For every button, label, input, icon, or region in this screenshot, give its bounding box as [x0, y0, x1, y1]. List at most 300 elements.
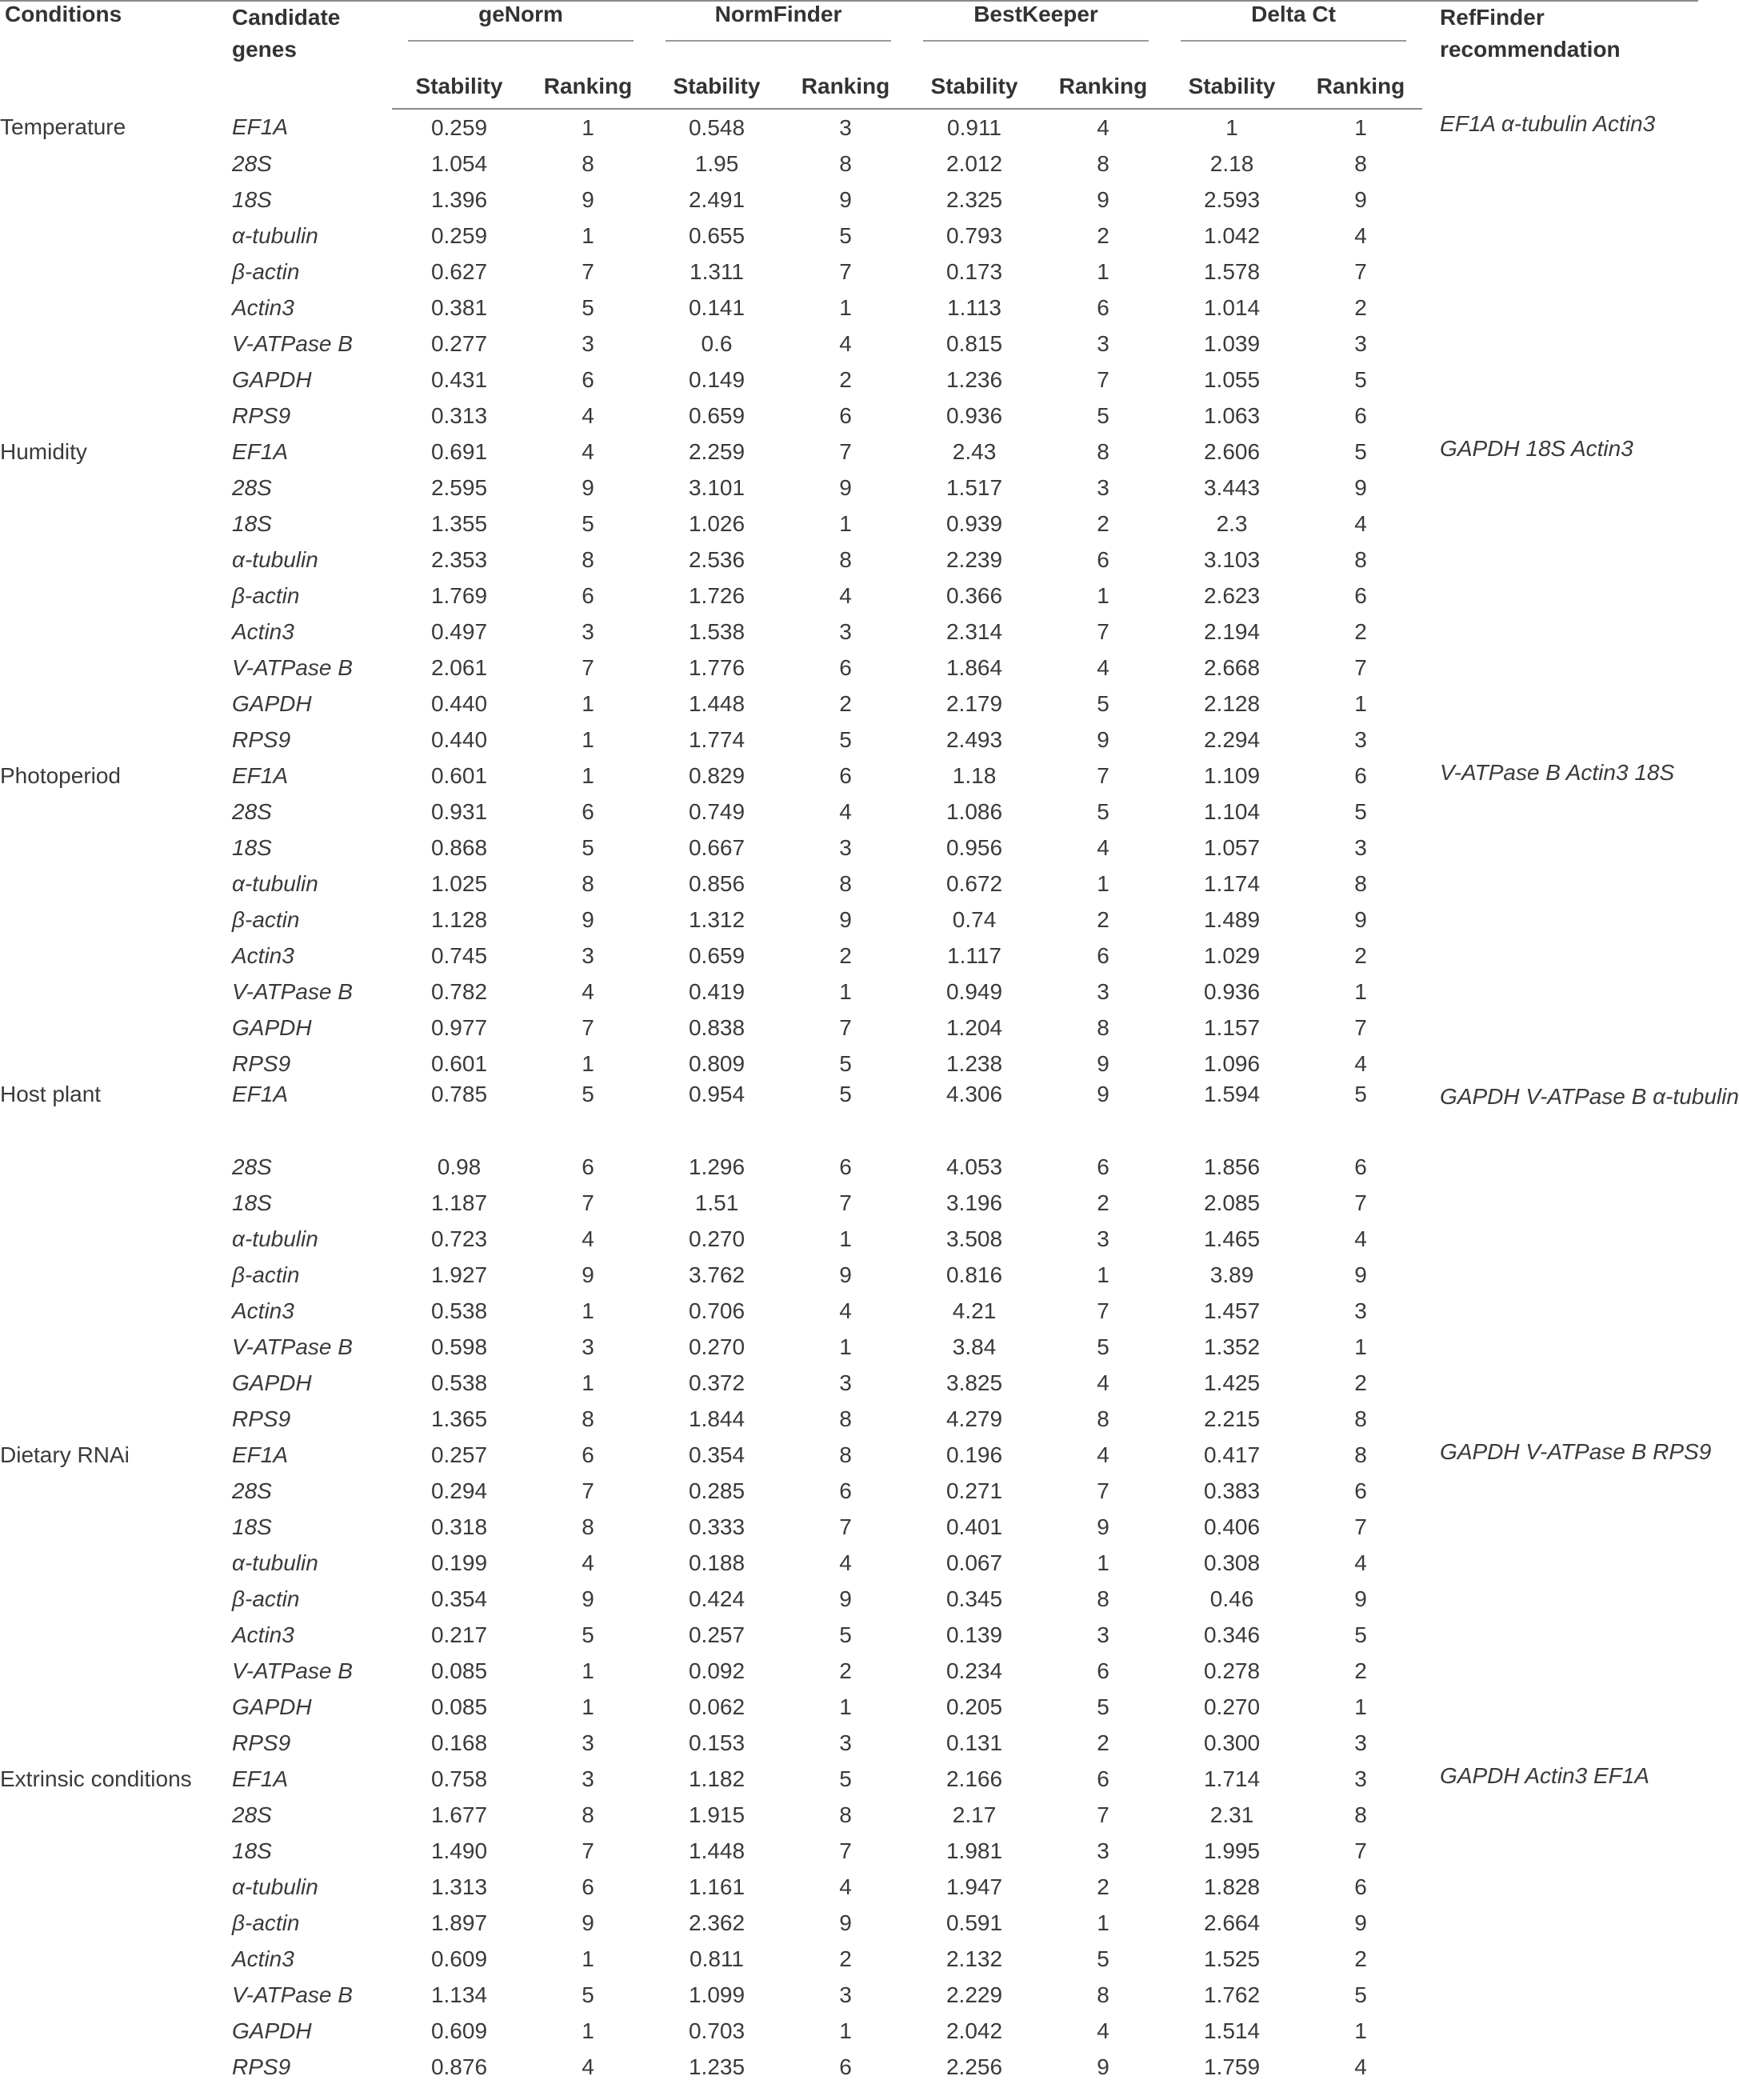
condition-cell: [0, 1581, 232, 1617]
deltact-stability-cell: 2.31: [1209, 1802, 1254, 1827]
bestkeeper-stability-cell: 4.279: [945, 1406, 1003, 1431]
normfinder-stability-cell: 1.776: [688, 654, 746, 680]
gene-cell: 18S: [232, 1838, 272, 1863]
genorm-ranking-cell: 8: [582, 870, 594, 896]
normfinder-stability-cell: 1.448: [688, 690, 746, 716]
table-row: [0, 326, 1698, 362]
bestkeeper-stability-cell: 0.234: [945, 1658, 1003, 1683]
genorm-stability-cell: 0.497: [430, 618, 488, 644]
normfinder-stability-cell: 1.235: [688, 2054, 746, 2079]
recommendation-cell: [1422, 1905, 1698, 1941]
genorm-stability-cell: 1.490: [430, 1838, 488, 1863]
bestkeeper-stability-cell: 0.74: [952, 906, 997, 932]
deltact-stability-cell: 2.623: [1203, 582, 1261, 608]
bestkeeper-stability-cell: 0.196: [945, 1442, 1003, 1467]
normfinder-ranking-cell: 3: [839, 114, 852, 140]
genorm-stability-cell: 1.365: [430, 1406, 488, 1431]
gene-cell: β-actin: [232, 1586, 300, 1611]
deltact-ranking-cell: 7: [1354, 654, 1367, 680]
deltact-ranking-cell: 4: [1354, 1050, 1367, 1076]
deltact-ranking-cell: 5: [1354, 1622, 1367, 1647]
bestkeeper-ranking-cell: 9: [1097, 726, 1109, 752]
genorm-ranking-cell: 5: [582, 510, 594, 536]
genorm-stability-cell: 0.168: [430, 1730, 488, 1755]
condition-cell: [0, 290, 232, 326]
normfinder-stability-cell: 0.372: [688, 1370, 746, 1395]
deltact-stability-cell: 1.029: [1203, 942, 1261, 968]
bestkeeper-stability-cell: 4.306: [945, 1082, 1003, 1106]
condition-cell: [0, 1293, 232, 1329]
deltact-ranking-cell: 5: [1354, 366, 1367, 392]
deltact-stability-cell: 1.063: [1203, 402, 1261, 428]
deltact-ranking-cell: 7: [1354, 1838, 1367, 1863]
deltact-stability-cell: 0.383: [1203, 1478, 1261, 1503]
bestkeeper-ranking-cell: 4: [1097, 114, 1109, 140]
gene-cell: α-tubulin: [232, 1874, 318, 1899]
normfinder-ranking-cell: 9: [839, 1586, 852, 1611]
deltact-stability-cell: 2.085: [1203, 1190, 1261, 1215]
genorm-ranking-cell: 6: [582, 798, 594, 824]
gene-cell: V-ATPase B: [232, 1658, 353, 1683]
deltact-stability-cell: 1.104: [1203, 798, 1261, 824]
condition-cell: [0, 1365, 232, 1401]
table-row: [0, 1869, 1698, 1905]
genorm-ranking-cell: 5: [582, 294, 594, 320]
gene-cell: α-tubulin: [232, 870, 318, 896]
table-row: [0, 1761, 1698, 1797]
bestkeeper-stability-cell: 0.067: [945, 1550, 1003, 1575]
normfinder-stability-cell: 0.655: [688, 222, 746, 248]
gene-cell: 28S: [232, 150, 272, 176]
genorm-ranking-cell: 3: [582, 1766, 594, 1791]
bestkeeper-stability-cell: 0.366: [945, 582, 1003, 608]
genorm-ranking-cell: 1: [582, 726, 594, 752]
condition-cell: [0, 1653, 232, 1689]
gene-cell: GAPDH: [232, 1370, 312, 1395]
genorm-stability-cell: 0.259: [430, 222, 488, 248]
normfinder-stability-cell: 0.667: [688, 834, 746, 860]
bestkeeper-ranking-cell: 2: [1097, 1730, 1109, 1755]
gene-cell: RPS9: [232, 1406, 291, 1431]
condition-cell: [0, 686, 232, 722]
genorm-stability-cell: 0.381: [430, 294, 488, 320]
recommendation-cell: [1422, 1689, 1698, 1725]
gene-cell: RPS9: [232, 1730, 291, 1755]
table-row: [0, 434, 1698, 470]
deltact-ranking-cell: 3: [1354, 726, 1367, 752]
normfinder-stability-cell: 0.188: [688, 1550, 746, 1575]
normfinder-ranking-cell: 9: [839, 1262, 852, 1287]
recommendation-cell: [1422, 1653, 1698, 1689]
genorm-stability-cell: 1.897: [430, 1910, 488, 1935]
condition-cell: [0, 1869, 232, 1905]
gene-cell: 28S: [232, 474, 272, 500]
normfinder-ranking-cell: 3: [839, 618, 852, 644]
genorm-stability-cell: 0.868: [430, 834, 488, 860]
genorm-stability-cell: 0.259: [430, 114, 488, 140]
bestkeeper-stability-cell: 0.936: [945, 402, 1003, 428]
normfinder-stability-cell: 1.538: [688, 618, 746, 644]
genorm-ranking-cell: 9: [582, 1586, 594, 1611]
normfinder-stability-cell: 0.954: [688, 1082, 746, 1106]
bestkeeper-stability-cell: 0.956: [945, 834, 1003, 860]
recommendation-cell: [1422, 794, 1698, 830]
genorm-ranking-cell: 7: [582, 654, 594, 680]
gene-cell: RPS9: [232, 726, 291, 752]
bestkeeper-stability-cell: 2.012: [945, 150, 1003, 176]
deltact-ranking-cell: 2: [1354, 942, 1367, 968]
recommendation-cell: [1422, 1010, 1698, 1046]
table-row: [0, 1833, 1698, 1869]
gene-cell: 18S: [232, 1190, 272, 1215]
deltact-stability-cell: 1.014: [1203, 294, 1261, 320]
genorm-ranking-cell: 7: [582, 1014, 594, 1040]
normfinder-stability-cell: 1.182: [688, 1766, 746, 1791]
recommendation-cell: V-ATPase B Actin3 18S: [1440, 760, 1675, 785]
normfinder-ranking-cell: 8: [839, 870, 852, 896]
bestkeeper-ranking-cell: 8: [1097, 438, 1109, 464]
normfinder-ranking-cell: 4: [839, 582, 852, 608]
genorm-stability-cell: 2.061: [430, 654, 488, 680]
gene-cell: β-actin: [232, 1262, 300, 1287]
header-conditions: Conditions: [5, 2, 122, 26]
bestkeeper-ranking-cell: 6: [1097, 546, 1109, 572]
normfinder-stability-cell: 0.424: [688, 1586, 746, 1611]
gene-cell: GAPDH: [232, 366, 312, 392]
bestkeeper-ranking-cell: 7: [1097, 1478, 1109, 1503]
condition-cell: [0, 1797, 232, 1833]
condition-cell: [0, 830, 232, 866]
normfinder-stability-cell: 0.270: [688, 1334, 746, 1359]
normfinder-ranking-cell: 6: [839, 1478, 852, 1503]
normfinder-stability-cell: 0.829: [688, 762, 746, 788]
deltact-stability-cell: 1.514: [1203, 2018, 1261, 2043]
normfinder-stability-cell: 0.703: [688, 2018, 746, 2043]
deltact-stability-cell: 2.128: [1203, 690, 1261, 716]
normfinder-ranking-cell: 1: [839, 1226, 852, 1251]
normfinder-stability-cell: 0.092: [688, 1658, 746, 1683]
gene-cell: EF1A: [232, 438, 289, 464]
normfinder-ranking-cell: 2: [839, 366, 852, 392]
genorm-ranking-cell: 6: [582, 1154, 594, 1179]
normfinder-stability-cell: 1.099: [688, 1982, 746, 2007]
normfinder-ranking-cell: 8: [839, 1442, 852, 1467]
genorm-stability-cell: 2.353: [430, 546, 488, 572]
normfinder-stability-cell: 0.354: [688, 1442, 746, 1467]
bestkeeper-stability-cell: 3.825: [945, 1370, 1003, 1395]
normfinder-stability-cell: 1.726: [688, 582, 746, 608]
genorm-stability-cell: 1.769: [430, 582, 488, 608]
bestkeeper-stability-cell: 2.179: [945, 690, 1003, 716]
condition-cell: [0, 1185, 232, 1221]
condition-cell: [0, 506, 232, 542]
bestkeeper-stability-cell: 0.672: [945, 870, 1003, 896]
bestkeeper-stability-cell: 2.17: [952, 1802, 997, 1827]
genorm-stability-cell: 0.538: [430, 1370, 488, 1395]
deltact-stability-cell: 0.346: [1203, 1622, 1261, 1647]
normfinder-ranking-cell: 4: [839, 330, 852, 356]
recommendation-cell: [1422, 2013, 1698, 2049]
bestkeeper-stability-cell: 0.271: [945, 1478, 1003, 1503]
bestkeeper-ranking-cell: 6: [1097, 942, 1109, 968]
header-deltact: Delta Ct: [1165, 1, 1422, 64]
condition-cell: [0, 974, 232, 1010]
recommendation-cell: [1422, 254, 1698, 290]
normfinder-ranking-cell: 1: [839, 1694, 852, 1719]
condition-cell: [0, 1149, 232, 1185]
recommendation-cell: [1422, 1221, 1698, 1257]
deltact-stability-cell: 1.096: [1203, 1050, 1261, 1076]
table-row: [0, 182, 1698, 218]
genorm-stability-cell: 1.025: [430, 870, 488, 896]
genorm-ranking-cell: 5: [582, 1982, 594, 2007]
normfinder-ranking-cell: 8: [839, 1406, 852, 1431]
normfinder-ranking-cell: 7: [839, 1014, 852, 1040]
deltact-ranking-cell: 2: [1354, 1658, 1367, 1683]
bestkeeper-ranking-cell: 2: [1097, 222, 1109, 248]
deltact-ranking-cell: 4: [1354, 1226, 1367, 1251]
table-row: [0, 398, 1698, 434]
genorm-stability-cell: 0.440: [430, 726, 488, 752]
recommendation-cell: [1422, 1473, 1698, 1509]
bestkeeper-stability-cell: 0.939: [945, 510, 1003, 536]
bestkeeper-stability-cell: 2.229: [945, 1982, 1003, 2007]
condition-cell: Photoperiod: [0, 762, 122, 788]
table-row: [0, 1365, 1698, 1401]
deltact-stability-cell: 1.457: [1203, 1298, 1261, 1323]
deltact-stability-cell: 2.194: [1203, 618, 1261, 644]
gene-cell: α-tubulin: [232, 222, 318, 248]
genorm-stability-cell: 0.598: [430, 1334, 488, 1359]
deltact-stability-cell: 0.308: [1203, 1550, 1261, 1575]
bestkeeper-stability-cell: 2.042: [945, 2018, 1003, 2043]
bestkeeper-ranking-cell: 6: [1097, 1154, 1109, 1179]
normfinder-stability-cell: 1.95: [694, 150, 739, 176]
bestkeeper-stability-cell: 1.236: [945, 366, 1003, 392]
bestkeeper-ranking-cell: 3: [1097, 1622, 1109, 1647]
genorm-ranking-cell: 3: [582, 1730, 594, 1755]
genorm-stability-cell: 0.085: [430, 1694, 488, 1719]
gene-cell: Actin3: [232, 1298, 294, 1323]
deltact-stability-cell: 0.406: [1203, 1514, 1261, 1539]
gene-cell: 18S: [232, 510, 272, 536]
normfinder-ranking-cell: 3: [839, 1730, 852, 1755]
genorm-ranking-cell: 1: [582, 2018, 594, 2043]
deltact-stability-cell: 0.936: [1203, 978, 1261, 1004]
bestkeeper-stability-cell: 0.401: [945, 1514, 1003, 1539]
bestkeeper-ranking-cell: 6: [1097, 294, 1109, 320]
table-row: [0, 470, 1698, 506]
bestkeeper-ranking-cell: 6: [1097, 1658, 1109, 1683]
bestkeeper-stability-cell: 1.864: [945, 654, 1003, 680]
deltact-ranking-cell: 9: [1354, 1586, 1367, 1611]
deltact-ranking-cell: 8: [1354, 1802, 1367, 1827]
condition-cell: [0, 146, 232, 182]
deltact-stability-cell: 2.593: [1203, 186, 1261, 212]
header-normfinder: NormFinder: [650, 1, 907, 64]
genorm-ranking-cell: 3: [582, 1334, 594, 1359]
recommendation-cell: GAPDH V-ATPase B α-tubulin: [1440, 1084, 1739, 1109]
bestkeeper-ranking-cell: 2: [1097, 1190, 1109, 1215]
deltact-stability-cell: 2.18: [1209, 150, 1254, 176]
gene-cell: α-tubulin: [232, 1550, 318, 1575]
deltact-ranking-cell: 8: [1354, 870, 1367, 896]
genorm-ranking-cell: 3: [582, 942, 594, 968]
normfinder-stability-cell: 0.257: [688, 1622, 746, 1647]
table-row: [0, 1010, 1698, 1046]
table-row: [0, 758, 1698, 794]
bestkeeper-ranking-cell: 9: [1097, 1082, 1109, 1106]
normfinder-ranking-cell: 5: [839, 1766, 852, 1791]
table-row: [0, 1617, 1698, 1653]
table-row: [0, 290, 1698, 326]
gene-cell: EF1A: [232, 1442, 289, 1467]
recommendation-cell: [1422, 290, 1698, 326]
normfinder-ranking-cell: 7: [839, 258, 852, 284]
deltact-stability-cell: 0.278: [1203, 1658, 1261, 1683]
table-row: [0, 506, 1698, 542]
table-row: [0, 614, 1698, 650]
deltact-stability-cell: 1.042: [1203, 222, 1261, 248]
deltact-ranking-cell: 8: [1354, 1442, 1367, 1467]
table-row: [0, 1401, 1698, 1437]
normfinder-ranking-cell: 9: [839, 474, 852, 500]
gene-cell: V-ATPase B: [232, 1982, 353, 2007]
bestkeeper-ranking-cell: 8: [1097, 1586, 1109, 1611]
condition-cell: [0, 866, 232, 902]
condition-cell: [0, 398, 232, 434]
gene-cell: GAPDH: [232, 2018, 312, 2043]
genorm-stability-cell: 0.98: [437, 1154, 482, 1179]
genorm-ranking-cell: 6: [582, 1442, 594, 1467]
genorm-stability-cell: 0.876: [430, 2054, 488, 2079]
gene-cell: V-ATPase B: [232, 1334, 353, 1359]
genorm-ranking-cell: 4: [582, 2054, 594, 2079]
table-row: [0, 1977, 1698, 2013]
normfinder-stability-cell: 0.141: [688, 294, 746, 320]
genorm-ranking-cell: 9: [582, 1910, 594, 1935]
deltact-stability-cell: 1.578: [1203, 258, 1261, 284]
genorm-ranking-cell: 5: [582, 834, 594, 860]
condition-cell: [0, 650, 232, 686]
normfinder-ranking-cell: 2: [839, 690, 852, 716]
genorm-ranking-cell: 9: [582, 1262, 594, 1287]
deltact-stability-cell: 2.606: [1203, 438, 1261, 464]
genorm-stability-cell: 0.931: [430, 798, 488, 824]
recommendation-cell: [1422, 398, 1698, 434]
recommendation-cell: [1422, 1977, 1698, 2013]
table-row: [0, 1437, 1698, 1473]
normfinder-stability-cell: 0.856: [688, 870, 746, 896]
recommendation-cell: [1422, 830, 1698, 866]
condition-cell: [0, 470, 232, 506]
genorm-ranking-cell: 4: [582, 1550, 594, 1575]
deltact-stability-cell: 1.828: [1203, 1874, 1261, 1899]
deltact-stability-cell: 2.215: [1203, 1406, 1261, 1431]
deltact-stability-cell: 0.300: [1203, 1730, 1261, 1755]
genorm-ranking-cell: 8: [582, 1514, 594, 1539]
normfinder-ranking-cell: 4: [839, 798, 852, 824]
genorm-ranking-cell: 1: [582, 690, 594, 716]
table-row: [0, 254, 1698, 290]
bestkeeper-ranking-cell: 1: [1097, 258, 1109, 284]
recommendation-cell: [1422, 146, 1698, 182]
gene-cell: RPS9: [232, 2054, 291, 2079]
gene-cell: β-actin: [232, 258, 300, 284]
recommendation-cell: [1422, 1046, 1698, 1082]
normfinder-ranking-cell: 5: [839, 222, 852, 248]
genorm-stability-cell: 0.785: [430, 1082, 488, 1106]
header-normfinder-ranking: Ranking: [784, 64, 907, 109]
gene-cell: Actin3: [232, 1622, 294, 1647]
bestkeeper-ranking-cell: 3: [1097, 330, 1109, 356]
gene-cell: EF1A: [232, 762, 289, 788]
condition-cell: [0, 1221, 232, 1257]
bestkeeper-ranking-cell: 1: [1097, 870, 1109, 896]
table-row: [0, 578, 1698, 614]
deltact-ranking-cell: 1: [1354, 978, 1367, 1004]
bestkeeper-ranking-cell: 2: [1097, 1874, 1109, 1899]
condition-cell: Temperature: [0, 114, 126, 139]
normfinder-ranking-cell: 6: [839, 762, 852, 788]
header-bestkeeper-stability: Stability: [907, 64, 1041, 109]
bestkeeper-stability-cell: 3.508: [945, 1226, 1003, 1251]
bestkeeper-stability-cell: 0.345: [945, 1586, 1003, 1611]
condition-cell: [0, 2049, 232, 2085]
normfinder-ranking-cell: 8: [839, 150, 852, 176]
genorm-ranking-cell: 6: [582, 582, 594, 608]
bestkeeper-ranking-cell: 9: [1097, 2054, 1109, 2079]
genorm-ranking-cell: 5: [582, 1622, 594, 1647]
bestkeeper-ranking-cell: 5: [1097, 1946, 1109, 1971]
normfinder-stability-cell: 1.296: [688, 1154, 746, 1179]
deltact-ranking-cell: 9: [1354, 1262, 1367, 1287]
normfinder-ranking-cell: 1: [839, 2018, 852, 2043]
table-row: [0, 1725, 1698, 1761]
deltact-stability-cell: 1.856: [1203, 1154, 1261, 1179]
bestkeeper-stability-cell: 1.517: [945, 474, 1003, 500]
condition-cell: [0, 1905, 232, 1941]
table-row: [0, 938, 1698, 974]
normfinder-ranking-cell: 4: [839, 1550, 852, 1575]
normfinder-ranking-cell: 1: [839, 978, 852, 1004]
bestkeeper-ranking-cell: 5: [1097, 690, 1109, 716]
condition-cell: [0, 938, 232, 974]
genorm-ranking-cell: 9: [582, 474, 594, 500]
genorm-stability-cell: 0.199: [430, 1550, 488, 1575]
header-candidate-genes: Candidate genes: [232, 5, 341, 62]
normfinder-stability-cell: 3.101: [688, 474, 746, 500]
bestkeeper-ranking-cell: 9: [1097, 1514, 1109, 1539]
condition-cell: Host plant: [0, 1082, 102, 1106]
deltact-ranking-cell: 9: [1354, 906, 1367, 932]
recommendation-cell: [1422, 866, 1698, 902]
recommendation-cell: [1422, 650, 1698, 686]
table-row: [0, 866, 1698, 902]
condition-cell: [0, 794, 232, 830]
deltact-stability-cell: 1.762: [1203, 1982, 1261, 2007]
normfinder-stability-cell: 0.285: [688, 1478, 746, 1503]
bestkeeper-stability-cell: 1.18: [952, 762, 997, 788]
table-row: [0, 722, 1698, 758]
genorm-stability-cell: 0.745: [430, 942, 488, 968]
table-row: [0, 1293, 1698, 1329]
genorm-ranking-cell: 1: [582, 1050, 594, 1076]
bestkeeper-stability-cell: 0.173: [945, 258, 1003, 284]
normfinder-ranking-cell: 2: [839, 942, 852, 968]
normfinder-stability-cell: 1.311: [690, 258, 745, 284]
deltact-stability-cell: 3.103: [1203, 546, 1261, 572]
